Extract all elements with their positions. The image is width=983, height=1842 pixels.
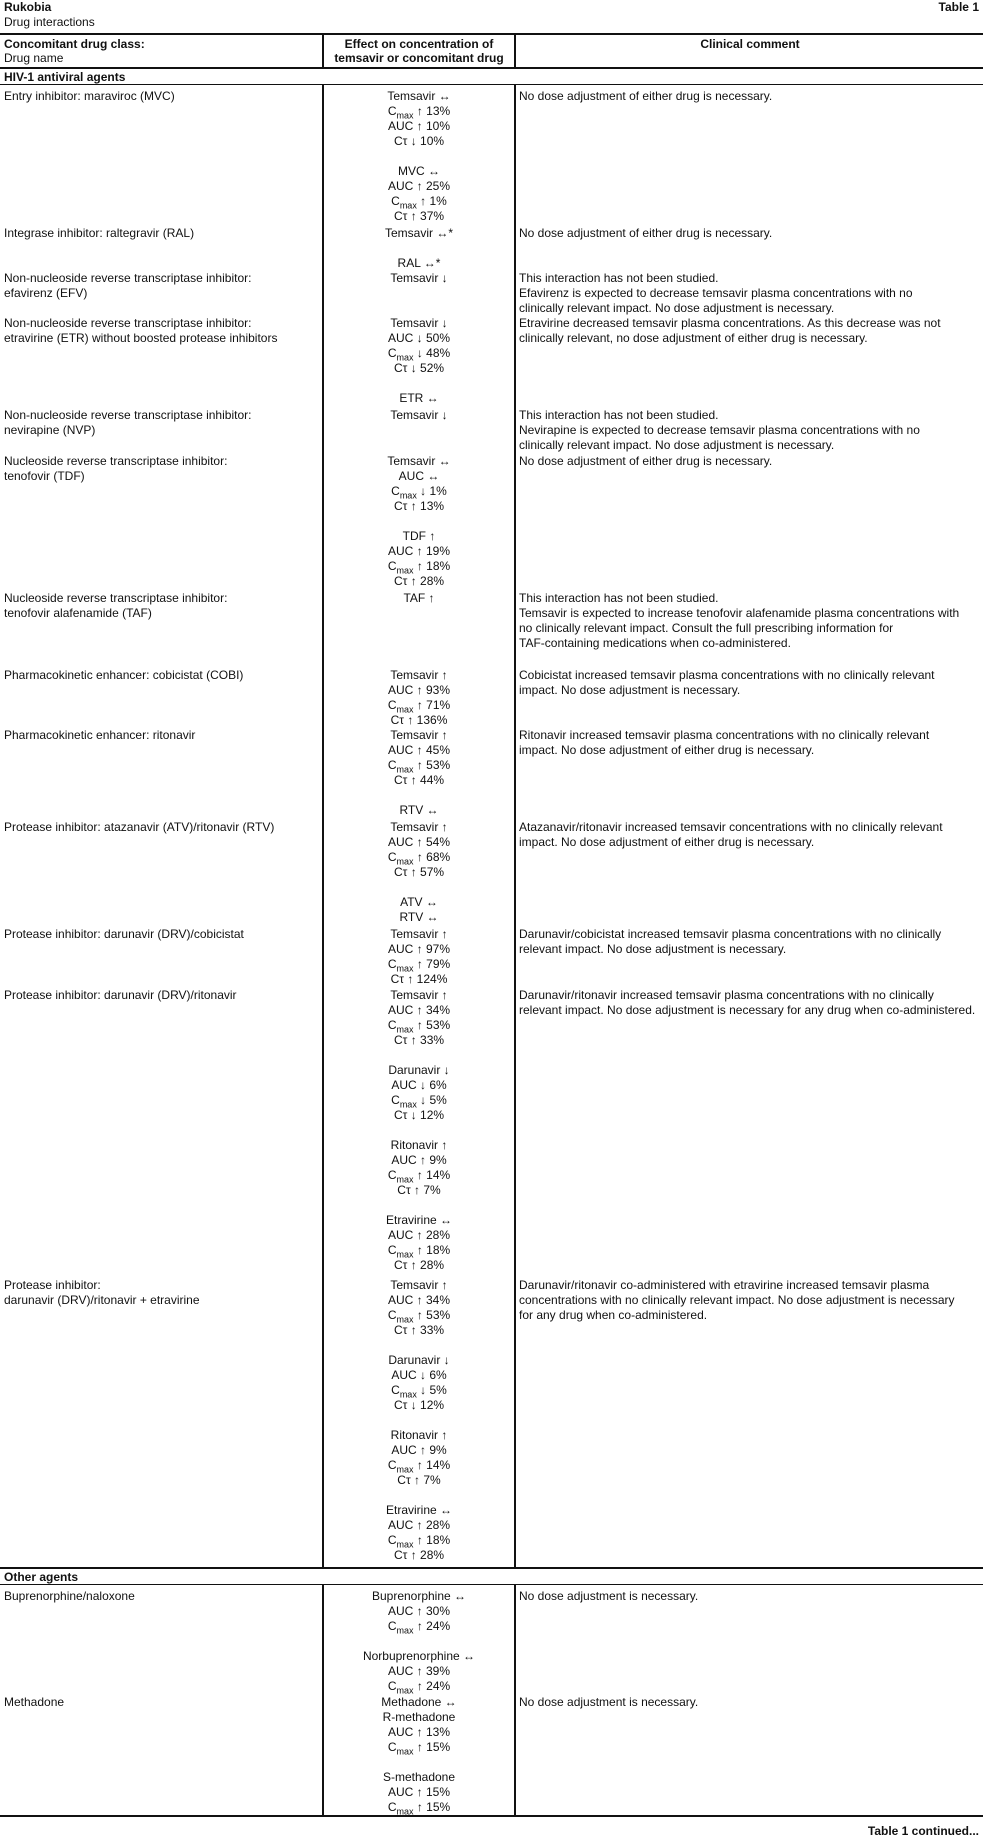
- rule-section-hiv: [0, 84, 983, 85]
- effect-cell: Temsavir ↑ AUC ↑ 97% $C_{max}$ ↑ 79% Cτ ↑ 124%: [387, 927, 451, 986]
- rule-top: [0, 33, 983, 35]
- clinical-comment-cell: No dose adjustment is necessary.: [519, 1589, 699, 1603]
- clinical-comment-cell: No dose adjustment of either drug is necessary.: [519, 226, 773, 240]
- effect-cell: Buprenorphine ↔ AUC ↑ 30% $C_{max}$ ↑ 24% Norbuprenorphine ↔ AUC ↑ 39% $C_{max}$ ↑ 24%: [362, 1589, 476, 1696]
- col-divider: [514, 84, 516, 1569]
- rule-section-other-top: [0, 1567, 983, 1569]
- table-continued-note: Table 1 continued...: [867, 1824, 979, 1838]
- rule-section-other-bottom: [0, 1584, 983, 1585]
- drug-name-cell: Protease inhibitor: darunavir (DRV)/ritonavir: [4, 988, 237, 1002]
- clinical-comment-cell: This interaction has not been studied. Temsavir is expected to increase tenofovir alafenamide plasma concentrations with no clinically relevant impact. Consult the full prescribing information for TAF-containing medications when co-administered.: [519, 591, 960, 650]
- effect-cell: Temsavir ↔ $C_{max}$ ↑ 13% AUC ↑ 10% Cτ ↓ 10% MVC ↔ AUC ↑ 25% $C_{max}$ ↑ 1% Cτ ↑ 37%: [387, 89, 451, 223]
- document-subtitle: Drug interactions: [4, 15, 95, 29]
- drug-name-cell: Non-nucleoside reverse transcriptase inhibitor: efavirenz (EFV): [4, 271, 252, 300]
- clinical-comment-cell: Darunavir/ritonavir increased temsavir plasma concentrations with no clinically relevant impact. No dose adjustment is necessary for any drug when co-administered.: [519, 988, 976, 1017]
- drug-name-cell: Protease inhibitor: darunavir (DRV)/ritonavir + etravirine: [4, 1278, 200, 1307]
- effect-cell: Temsavir ↑ AUC ↑ 34% $C_{max}$ ↑ 53% Cτ ↑ 33% Darunavir ↓ AUC ↓ 6% $C_{max}$ ↓ 5% Cτ ↓ 12% Ritonavir ↑ AUC ↑ 9% $C_{max}$ ↑ 14% Cτ ↑ 7% Etravirine ↔ AUC ↑ 28% $C_{max}$ ↑ 18% Cτ ↑ 28%: [385, 988, 453, 1272]
- drug-name-cell: Entry inhibitor: maraviroc (MVC): [4, 89, 175, 103]
- clinical-comment-cell: Darunavir/cobicistat increased temsavir plasma concentrations with no clinically relevant impact. No dose adjustment is necessary.: [519, 927, 942, 956]
- column-header-comment: Clinical comment: [700, 37, 800, 51]
- effect-cell: Temsavir ↓: [390, 408, 448, 422]
- column-header-drug: Concomitant drug class: Drug name: [4, 37, 145, 65]
- drug-name-cell: Pharmacokinetic enhancer: cobicistat (COBI): [4, 668, 244, 682]
- drug-name-cell: Nucleoside reverse transcriptase inhibitor: tenofovir alafenamide (TAF): [4, 591, 228, 620]
- clinical-comment-cell: No dose adjustment of either drug is necessary.: [519, 89, 773, 103]
- drug-name-cell: Protease inhibitor: atazanavir (ATV)/ritonavir (RTV): [4, 820, 275, 834]
- col-divider: [514, 33, 516, 69]
- effect-cell: TAF ↑: [403, 591, 435, 605]
- effect-cell: Temsavir ↑ AUC ↑ 34% $C_{max}$ ↑ 53% Cτ ↑ 33% Darunavir ↓ AUC ↓ 6% $C_{max}$ ↓ 5% Cτ ↓ 12% Ritonavir ↑ AUC ↑ 9% $C_{max}$ ↑ 14% Cτ ↑ 7% Etravirine ↔ AUC ↑ 28% $C_{max}$ ↑ 18% Cτ ↑ 28%: [385, 1278, 453, 1562]
- effect-cell: Temsavir ↓ AUC ↓ 50% $C_{max}$ ↓ 48% Cτ ↓ 52% ETR ↔: [387, 316, 451, 405]
- col-divider: [322, 33, 324, 69]
- clinical-comment-cell: Etravirine decreased temsavir plasma concentrations. As this decrease was not clinically relevant, no dose adjustment of either drug is necessary.: [519, 316, 941, 345]
- drug-name-cell: Protease inhibitor: darunavir (DRV)/cobicistat: [4, 927, 244, 941]
- clinical-comment-cell: This interaction has not been studied. Efavirenz is expected to decrease temsavir plasma concentrations with no clinically relevant impact. No dose adjustment is necessary.: [519, 271, 913, 315]
- drug-name-cell: Integrase inhibitor: raltegravir (RAL): [4, 226, 195, 240]
- clinical-comment-cell: Cobicistat increased temsavir plasma concentrations with no clinically relevant impact. No dose adjustment is necessary.: [519, 668, 935, 697]
- section-label-other: Other agents: [4, 1570, 79, 1584]
- drug-name-cell: Buprenorphine/naloxone: [4, 1589, 135, 1603]
- effect-cell: Temsavir ↓: [390, 271, 448, 285]
- clinical-comment-cell: No dose adjustment of either drug is necessary.: [519, 454, 773, 468]
- section-label-hiv: HIV-1 antiviral agents: [4, 70, 126, 84]
- brand-name: Rukobia: [4, 0, 52, 14]
- rule-bottom: [0, 1815, 983, 1817]
- table-label: Table 1: [938, 0, 979, 14]
- drug-name-cell: Non-nucleoside reverse transcriptase inhibitor: nevirapine (NVP): [4, 408, 252, 437]
- drug-name-cell: Methadone: [4, 1695, 65, 1709]
- effect-cell: Temsavir ↑ AUC ↑ 45% $C_{max}$ ↑ 53% Cτ ↑ 44% RTV ↔: [387, 728, 451, 817]
- effect-cell: Temsavir ↔* RAL ↔*: [384, 226, 453, 270]
- effect-cell: Temsavir ↔ AUC ↔ $C_{max}$ ↓ 1% Cτ ↑ 13% TDF ↑ AUC ↑ 19% $C_{max}$ ↑ 18% Cτ ↑ 28%: [387, 454, 451, 588]
- effect-cell: Temsavir ↑ AUC ↑ 93% $C_{max}$ ↑ 71% Cτ ↑ 136%: [387, 668, 451, 727]
- effect-cell: Methadone ↔ R-methadone AUC ↑ 13% $C_{max}$ ↑ 15% S-methadone AUC ↑ 15% $C_{max}$ ↑ 15%: [381, 1695, 457, 1817]
- clinical-comment-cell: Ritonavir increased temsavir plasma concentrations with no clinically relevant impact. No dose adjustment of either drug is necessary.: [519, 728, 930, 757]
- clinical-comment-cell: No dose adjustment is necessary.: [519, 1695, 699, 1709]
- clinical-comment-cell: Atazanavir/ritonavir increased temsavir concentrations with no clinically relevant impact. No dose adjustment of either drug is necessary.: [519, 820, 943, 849]
- clinical-comment-cell: This interaction has not been studied. Nevirapine is expected to decrease temsavir plasma concentrations with no clinically relevant impact. No dose adjustment is necessary.: [519, 408, 920, 452]
- col-divider: [514, 1584, 516, 1817]
- drug-name-cell: Nucleoside reverse transcriptase inhibitor: tenofovir (TDF): [4, 454, 228, 483]
- clinical-comment-cell: Darunavir/ritonavir co-administered with etravirine increased temsavir plasma concentrations with no clinically relevant impact. No dose adjustment is necessary for any drug when co-administered.: [519, 1278, 955, 1322]
- document-header: [4, 0, 95, 30]
- col-divider: [322, 1584, 324, 1817]
- drug-name-cell: Pharmacokinetic enhancer: ritonavir: [4, 728, 196, 742]
- rule-header-bottom: [0, 67, 983, 69]
- drug-name-cell: Non-nucleoside reverse transcriptase inhibitor: etravirine (ETR) without boosted protease inhibitors: [4, 316, 278, 345]
- col-divider: [322, 84, 324, 1569]
- column-header-effect: Effect on concentration of temsavir or concomitant drug: [334, 37, 504, 65]
- effect-cell: Temsavir ↑ AUC ↑ 54% $C_{max}$ ↑ 68% Cτ ↑ 57% ATV ↔ RTV ↔: [387, 820, 451, 924]
